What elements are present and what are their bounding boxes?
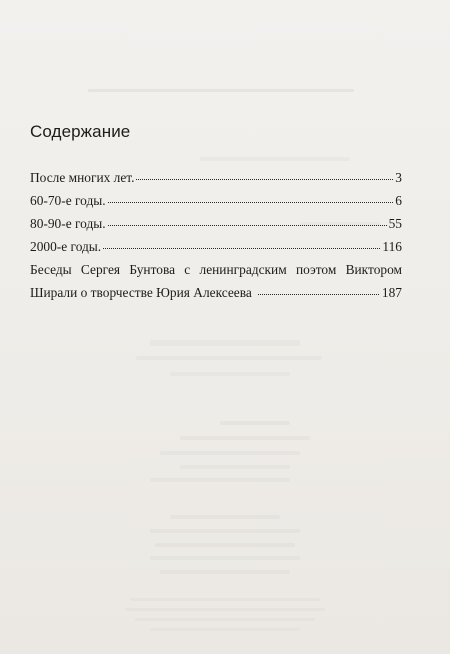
toc-entry[interactable] — [30, 193, 402, 216]
bleed-through-line — [180, 436, 310, 440]
toc-entry-title: 60-70-е годы. — [30, 193, 106, 208]
bleed-through-line — [170, 515, 280, 519]
toc-entry-page: 187 — [381, 285, 402, 300]
toc-entry-page: 6 — [395, 193, 402, 208]
bleed-through-line — [155, 543, 295, 547]
bleed-through-line — [125, 608, 325, 611]
bleed-through-line — [150, 478, 290, 482]
bleed-through-line — [170, 372, 290, 376]
contents-heading: Содержание — [30, 122, 131, 141]
toc-leader-dots — [108, 202, 394, 203]
toc-entry[interactable] — [30, 239, 402, 262]
toc-leader-dots — [258, 294, 379, 295]
toc-entry-page: 55 — [388, 216, 402, 231]
bleed-through-line — [220, 421, 290, 425]
toc-entry[interactable] — [30, 216, 402, 239]
toc-entry-title: 2000-е годы. — [30, 239, 102, 254]
toc-entry-line2 — [30, 285, 402, 308]
bleed-through-line — [150, 340, 300, 346]
toc-entry-title-line1: Беседы Сергея Бунтова с ленинградским поэтом Виктором — [30, 262, 402, 277]
bleed-through-line — [150, 628, 300, 631]
bleed-through-line — [130, 598, 320, 601]
bleed-through-line — [136, 356, 322, 360]
toc-leader-dots — [136, 179, 393, 180]
bleed-through-line — [135, 618, 315, 621]
bleed-through-line — [150, 556, 300, 560]
toc-entry[interactable] — [30, 170, 402, 193]
bleed-through-line — [160, 570, 290, 574]
toc-entry-title: 80-90-е годы. — [30, 216, 106, 231]
toc-entry-title-line2: Ширали о творчестве Юрия Алексеева — [30, 285, 252, 300]
bleed-through-line — [88, 89, 354, 92]
bleed-through-line — [180, 465, 290, 469]
toc-entry-page: 3 — [395, 170, 402, 185]
table-of-contents — [30, 170, 402, 308]
toc-leader-dots — [103, 248, 380, 249]
toc-leader-dots — [108, 225, 387, 226]
toc-entry-title: После многих лет. — [30, 170, 135, 185]
bleed-through-line — [160, 451, 300, 455]
bleed-through-line — [150, 529, 300, 533]
toc-entry-multiline[interactable] — [30, 262, 402, 308]
bleed-through-line — [200, 157, 350, 161]
toc-entry-page: 116 — [382, 239, 402, 254]
